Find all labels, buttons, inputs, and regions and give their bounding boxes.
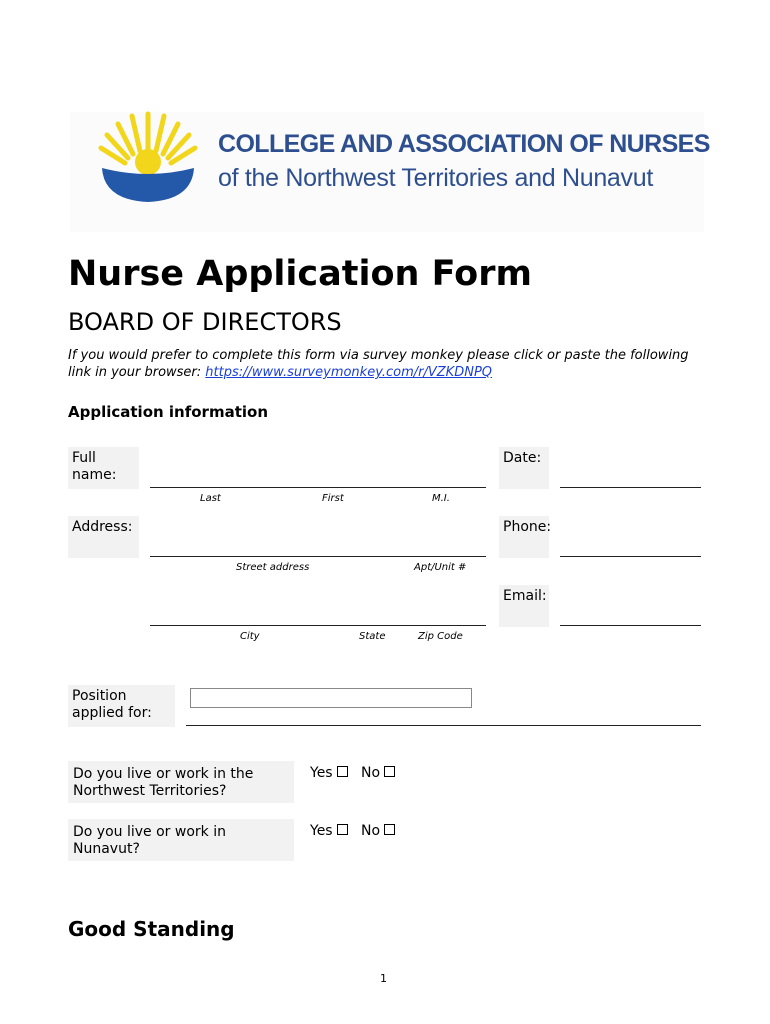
intro-sentence: If you would prefer to complete this form via survey monkey please click or paste the following link in your browser: [68, 348, 689, 380]
date-label: Date: [499, 447, 549, 489]
last-name-caption: Last [200, 493, 221, 504]
street-caption: Street address [236, 562, 310, 573]
phone-label: Phone: [499, 516, 549, 558]
nwt-question: Do you live or work in the Northwest Territories? [68, 761, 294, 803]
position-underline [186, 725, 701, 726]
first-name-caption: First [322, 493, 344, 504]
yes-label: Yes [310, 765, 333, 781]
nunavut-yes-option[interactable] [310, 823, 348, 839]
nunavut-no-checkbox[interactable] [384, 824, 395, 835]
sun-logo-icon [98, 110, 198, 205]
email-label: Email: [499, 585, 549, 627]
intro-text [68, 347, 708, 381]
city-state-zip-field[interactable] [150, 625, 486, 626]
nunavut-question: Do you live or work in Nunavut? [68, 819, 294, 861]
yes-label: Yes [310, 823, 333, 839]
zip-caption: Zip Code [418, 631, 463, 642]
email-field[interactable] [560, 625, 701, 626]
nwt-no-option[interactable] [361, 765, 395, 781]
nwt-no-checkbox[interactable] [384, 766, 395, 777]
middle-initial-caption: M.I. [432, 493, 450, 504]
state-caption: State [359, 631, 386, 642]
nwt-yes-checkbox[interactable] [337, 766, 348, 777]
full-name-field[interactable] [150, 487, 486, 488]
page-title: Nurse Application Form [68, 254, 532, 294]
phone-field[interactable] [560, 556, 701, 557]
section-heading: Application information [68, 403, 268, 421]
apt-caption: Apt/Unit # [414, 562, 467, 573]
nwt-yes-option[interactable] [310, 765, 348, 781]
street-address-field[interactable] [150, 556, 486, 557]
page-number: 1 [380, 972, 387, 985]
city-caption: City [240, 631, 260, 642]
position-input[interactable] [190, 688, 472, 708]
nunavut-yes-checkbox[interactable] [337, 824, 348, 835]
survey-link[interactable]: https://www.surveymonkey.com/r/VZKDNPQ [205, 365, 493, 380]
org-name-line2: of the Northwest Territories and Nunavut [218, 164, 653, 192]
good-standing-heading: Good Standing [68, 917, 235, 941]
full-name-label: Full name: [68, 447, 139, 489]
no-label: No [361, 765, 381, 781]
position-label: Position applied for: [68, 685, 175, 727]
page-subtitle: BOARD OF DIRECTORS [68, 308, 342, 336]
no-label: No [361, 823, 381, 839]
address-label: Address: [68, 516, 139, 558]
org-name-line1: COLLEGE AND ASSOCIATION OF NURSES [218, 130, 710, 158]
nunavut-no-option[interactable] [361, 823, 395, 839]
date-field[interactable] [560, 487, 701, 488]
